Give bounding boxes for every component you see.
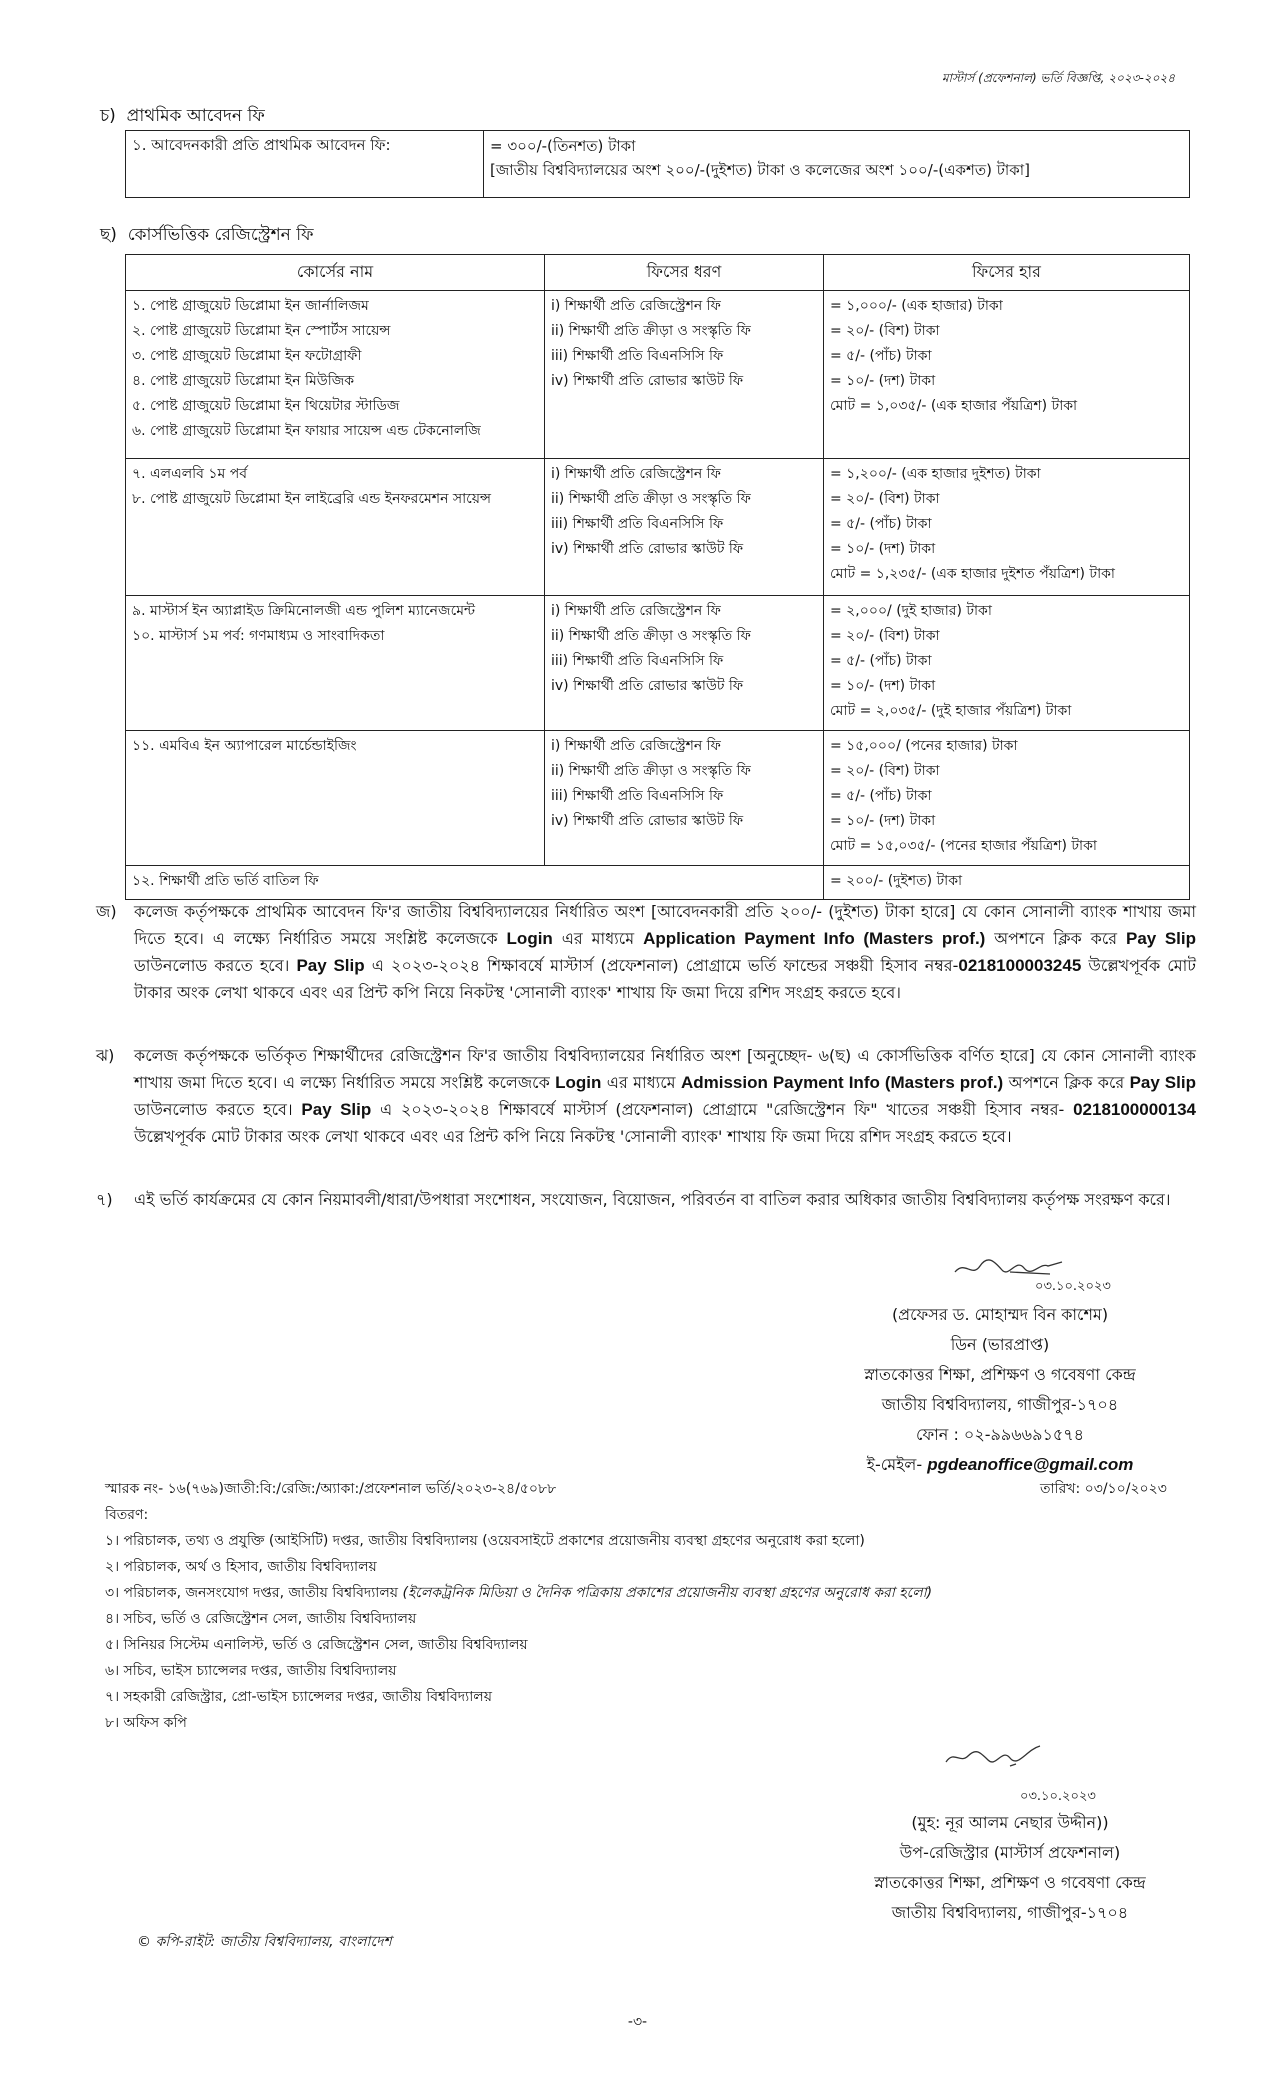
signature-1-office: স্নাতকোত্তর শিক্ষা, প্রশিক্ষণ ও গবেষণা কেন্দ্র bbox=[864, 1365, 1136, 1384]
table-row bbox=[126, 459, 1190, 596]
course-name: ৩. পোষ্ট গ্রাজুয়েট ডিপ্লোমা ইন ফটোগ্রাফী bbox=[132, 348, 362, 364]
fee-rate: = ১,২০০/- (এক হাজার দুইশত) টাকা bbox=[830, 466, 1041, 482]
fee-type: i) শিক্ষার্থী প্রতি রেজিস্ট্রেশন ফি bbox=[551, 466, 721, 482]
fee-rate: = ২০/- (বিশ) টাকা bbox=[830, 323, 940, 339]
fee-type-cell bbox=[545, 291, 824, 459]
fee-rate: = ২০/- (বিশ) টাকা bbox=[830, 491, 940, 507]
course-name: ১০. মাস্টার্স ১ম পর্ব: গণমাধ্যম ও সাংবাদিকতা bbox=[132, 628, 385, 644]
list-item: ৬। সচিব, ভাইস চ্যান্সেলর দপ্তর, জাতীয় বিশ্ববিদ্যালয় bbox=[105, 1663, 397, 1679]
fee-type: ii) শিক্ষার্থী প্রতি ক্রীড়া ও সংস্কৃতি ফি bbox=[551, 763, 751, 779]
list-item: ১। পরিচালক, তথ্য ও প্রযুক্তি (আইসিটি) দপ্তর, জাতীয় বিশ্ববিদ্যালয় (ওয়েবসাইটে প্রকাশের প্রয়োজনীয় ব্যবস্থা গ্রহণের অনুরোধ করা হলো) bbox=[105, 1533, 865, 1549]
course-cell bbox=[126, 596, 545, 731]
cancel-fee-label-text: ১২. শিক্ষার্থী প্রতি ভর্তি বাতিল ফি bbox=[132, 873, 319, 889]
application-fee-value bbox=[484, 131, 1190, 198]
section-d-heading bbox=[100, 222, 314, 250]
paragraph-j-text: কলেজ কর্তৃপক্ষকে প্রাথমিক আবেদন ফি'র জাতীয় বিশ্ববিদ্যালয়ের নির্ধারিত অংশ [আবেদনকারী প্রতি ২০০/- (দুইশত) টাকা হারে] যে কোন সোনালী ব্যাংক শাখায় জমা দিতে হবে। এ লক্ষ্যে নির্ধারিত সময়ে সংশ্লিষ্ট কলেজকে Login এর মাধ্যমে Application Payment Info (Masters prof.) অপশনে ক্লিক করে Pay Slip ডাউনলোড করতে হবে। Pay Slip এ ২০২৩-২০২৪ শিক্ষাবর্ষে মাস্টার্স (প্রফেশনাল) প্রোগ্রামে ভর্তি ফান্ডের সঞ্চয়ী হিসাব নম্বর-0218100003245 উল্লেখপূর্বক মোট টাকার অংক লেখা থাকবে এবং এর প্রিন্ট কপি নিয়ে নিকটস্থ 'সোনালী ব্যাংক' শাখায় ফি জমা দিয়ে রশিদ সংগ্রহ করতে হবে। bbox=[134, 902, 1196, 1002]
course-name: ১. পোষ্ট গ্রাজুয়েট ডিপ্লোমা ইন জার্নালিজম bbox=[132, 298, 369, 314]
section-d-title: কোর্সভিত্তিক রেজিস্ট্রেশন ফি bbox=[127, 225, 314, 245]
signature-block-2 bbox=[830, 1808, 1190, 1928]
memo-date: তারিখ: ০৩/১০/২০২৩ bbox=[1040, 1481, 1167, 1497]
paragraph-jh bbox=[96, 1042, 1196, 1150]
course-name: ৫. পোষ্ট গ্রাজুয়েট ডিপ্লোমা ইন থিয়েটার স্টাডিজ bbox=[132, 398, 400, 414]
cancel-fee-rate bbox=[824, 866, 1190, 900]
section-c-title: প্রাথমিক আবেদন ফি bbox=[126, 106, 265, 126]
registration-fee-table bbox=[125, 254, 1190, 900]
paragraph-7-label: ৭) bbox=[96, 1190, 113, 1209]
fee-type: i) শিক্ষার্থী প্রতি রেজিস্ট্রেশন ফি bbox=[551, 603, 721, 619]
fee-type: ii) শিক্ষার্থী প্রতি ক্রীড়া ও সংস্কৃতি ফি bbox=[551, 628, 751, 644]
table-row bbox=[126, 291, 1190, 459]
fee-rate: = ১,০০০/- (এক হাজার) টাকা bbox=[830, 298, 1003, 314]
list-item: ৭। সহকারী রেজিস্ট্রার, প্রো-ভাইস চ্যান্সেলর দপ্তর, জাতীয় বিশ্ববিদ্যালয় bbox=[105, 1689, 492, 1705]
course-name: ১১. এমবিএ ইন অ্যাপারেল মার্চেন্ডাইজিং bbox=[132, 738, 357, 754]
signature-2-date: ০৩.১০.২০২৩ bbox=[1020, 1789, 1096, 1804]
application-fee-amount: = ৩০০/-(তিনশত) টাকা bbox=[490, 137, 636, 155]
fee-type-cell bbox=[545, 596, 824, 731]
application-fee-split: [জাতীয় বিশ্ববিদ্যালয়ের অংশ ২০০/-(দুইশত) টাকা ও কলেজের অংশ ১০০/-(একশত) টাকা] bbox=[490, 161, 1030, 179]
fee-rate-total: মোট = ১,২৩৫/- (এক হাজার দুইশত পঁয়ত্রিশ) টাকা bbox=[830, 566, 1115, 582]
table-row bbox=[126, 596, 1190, 731]
fee-type: iv) শিক্ষার্থী প্রতি রোভার স্কাউট ফি bbox=[551, 541, 744, 557]
fee-type-cell bbox=[545, 459, 824, 596]
paragraph-jh-label: ঝ) bbox=[96, 1046, 115, 1065]
fee-rate-cell bbox=[824, 596, 1190, 731]
section-c-heading bbox=[100, 103, 265, 131]
signature-1-designation: ডিন (ভারপ্রাপ্ত) bbox=[950, 1335, 1050, 1354]
column-header-fee-type: ফিসের ধরণ bbox=[545, 255, 824, 291]
signature-image bbox=[940, 1740, 1050, 1770]
column-header-course: কোর্সের নাম bbox=[126, 255, 545, 291]
signature-1-date: ০৩.১০.২০২৩ bbox=[1035, 1279, 1111, 1294]
fee-rate: = ২০/- (বিশ) টাকা bbox=[830, 628, 940, 644]
copyright-notice: © কপি-রাইট: জাতীয় বিশ্ববিদ্যালয়, বাংলাদেশ bbox=[137, 1934, 392, 1950]
fee-rate: = ১০/- (দশ) টাকা bbox=[830, 373, 936, 389]
signature-block-1 bbox=[800, 1300, 1200, 1480]
table-header-row bbox=[126, 255, 1190, 291]
list-item: ৫। সিনিয়র সিস্টেম এনালিস্ট, ভর্তি ও রেজিস্ট্রেশন সেল, জাতীয় বিশ্ববিদ্যালয় bbox=[105, 1637, 528, 1653]
fee-rate: = ৫/- (পাঁচ) টাকা bbox=[830, 788, 932, 804]
signature-1-phone: ফোন : ০২-৯৯৬৬৯১৫৭৪ bbox=[915, 1425, 1085, 1444]
paragraph-7 bbox=[96, 1186, 1196, 1213]
signature-2-office: স্নাতকোত্তর শিক্ষা, প্রশিক্ষণ ও গবেষণা কেন্দ্র bbox=[874, 1873, 1146, 1892]
course-name: ৪. পোষ্ট গ্রাজুয়েট ডিপ্লোমা ইন মিউজিক bbox=[132, 373, 355, 389]
paragraph-j-label: জ) bbox=[96, 902, 117, 921]
fee-rate-total: মোট = ১,০৩৫/- (এক হাজার পঁয়ত্রিশ) টাকা bbox=[830, 398, 1078, 414]
fee-type: iv) শিক্ষার্থী প্রতি রোভার স্কাউট ফি bbox=[551, 813, 744, 829]
distribution-title: বিতরণ: bbox=[105, 1507, 149, 1523]
fee-type: iii) শিক্ষার্থী প্রতি বিএনসিসি ফি bbox=[551, 348, 724, 364]
table-row-cancel-fee bbox=[126, 866, 1190, 900]
list-item-note: (ইলেকট্রনিক মিডিয়া ও দৈনিক পত্রিকায় প্রকাশের প্রয়োজনীয় ব্যবস্থা গ্রহণের অনুরোধ করা হলো) bbox=[402, 1585, 933, 1601]
application-fee-table bbox=[125, 130, 1190, 198]
signature-1-name: (প্রফেসর ড. মোহাম্মদ বিন কাশেম) bbox=[891, 1305, 1109, 1324]
fee-type: iv) শিক্ষার্থী প্রতি রোভার স্কাউট ফি bbox=[551, 373, 744, 389]
fee-rate: = ৫/- (পাঁচ) টাকা bbox=[830, 653, 932, 669]
fee-type: iii) শিক্ষার্থী প্রতি বিএনসিসি ফি bbox=[551, 653, 724, 669]
fee-rate: = ১০/- (দশ) টাকা bbox=[830, 813, 936, 829]
fee-rate-cell bbox=[824, 459, 1190, 596]
cancel-fee-label bbox=[126, 866, 824, 900]
course-name: ৮. পোষ্ট গ্রাজুয়েট ডিপ্লোমা ইন লাইব্রেরি এন্ড ইনফরমেশন সায়েন্স bbox=[132, 491, 492, 507]
list-item: ৪। সচিব, ভর্তি ও রেজিস্ট্রেশন সেল, জাতীয় বিশ্ববিদ্যালয় bbox=[105, 1611, 417, 1627]
cancel-fee-rate-text: = ২০০/- (দুইশত) টাকা bbox=[830, 873, 963, 889]
list-item: ২। পরিচালক, অর্থ ও হিসাব, জাতীয় বিশ্ববিদ্যালয় bbox=[105, 1559, 377, 1575]
fee-rate: = ১৫,০০০/ (পনের হাজার) টাকা bbox=[830, 738, 1018, 754]
course-cell bbox=[126, 291, 545, 459]
course-name: ৯. মাস্টার্স ইন অ্যাপ্লাইড ক্রিমিনোলজী এন্ড পুলিশ ম্যানেজমেন্ট bbox=[132, 603, 475, 619]
fee-type: iii) শিক্ষার্থী প্রতি বিএনসিসি ফি bbox=[551, 788, 724, 804]
paragraph-7-text: এই ভর্তি কার্যক্রমের যে কোন নিয়মাবলী/ধারা/উপধারা সংশোধন, সংযোজন, বিয়োজন, পরিবর্তন বা বাতিল করার অধিকার জাতীয় বিশ্ববিদ্যালয় কর্তৃপক্ষ সংরক্ষণ করে। bbox=[134, 1190, 1171, 1209]
paragraph-jh-text: কলেজ কর্তৃপক্ষকে ভর্তিকৃত শিক্ষার্থীদের রেজিস্ট্রেশন ফি'র জাতীয় বিশ্ববিদ্যালয়ের নির্ধারিত অংশ [অনুচ্ছেদ- ৬(ছ) এ কোর্সভিত্তিক বর্ণিত হারে] যে কোন সোনালী ব্যাংক শাখায় জমা দিতে হবে। এ লক্ষ্যে নির্ধারিত সময়ে সংশ্লিষ্ট কলেজকে Login এর মাধ্যমে Admission Payment Info (Masters prof.) অপশনে ক্লিক করে Pay Slip ডাউনলোড করতে হবে। Pay Slip এ ২০২৩-২০২৪ শিক্ষাবর্ষে মাস্টার্স (প্রফেশনাল) প্রোগ্রামে "রেজিস্ট্রেশন ফি" খাতের সঞ্চয়ী হিসাব নম্বর- 0218100000134 উল্লেখপূর্বক মোট টাকার অংক লেখা থাকবে এবং এর প্রিন্ট কপি নিয়ে নিকটস্থ 'সোনালী ব্যাংক' শাখায় ফি জমা দিয়ে রশিদ সংগ্রহ করতে হবে। bbox=[134, 1046, 1196, 1146]
section-c-label: চ) bbox=[100, 106, 116, 126]
fee-rate: = ২০/- (বিশ) টাকা bbox=[830, 763, 940, 779]
application-fee-label bbox=[126, 131, 484, 198]
signature-2-university: জাতীয় বিশ্ববিদ্যালয়, গাজীপুর-১৭০৪ bbox=[891, 1903, 1129, 1922]
signature-2-designation: উপ-রেজিস্ট্রার (মাস্টার্স প্রফেশনাল) bbox=[899, 1843, 1121, 1862]
course-name: ৬. পোষ্ট গ্রাজুয়েট ডিপ্লোমা ইন ফায়ার সায়েন্স এন্ড টেকনোলজি bbox=[132, 423, 481, 439]
fee-rate-cell bbox=[824, 291, 1190, 459]
fee-type: i) শিক্ষার্থী প্রতি রেজিস্ট্রেশন ফি bbox=[551, 738, 721, 754]
fee-type: iii) শিক্ষার্থী প্রতি বিএনসিসি ফি bbox=[551, 516, 724, 532]
course-cell bbox=[126, 731, 545, 866]
fee-rate-total: মোট = ২,০৩৫/- (দুই হাজার পঁয়ত্রিশ) টাকা bbox=[830, 703, 1072, 719]
course-name: ৭. এলএলবি ১ম পর্ব bbox=[132, 466, 248, 482]
fee-type: ii) শিক্ষার্থী প্রতি ক্রীড়া ও সংস্কৃতি ফি bbox=[551, 323, 751, 339]
section-d-label: ছ) bbox=[100, 225, 117, 245]
email-label: ই-মেইল- bbox=[866, 1455, 928, 1474]
memo-reference: স্মারক নং- ১৬(৭৬৯)জাতী:বি:/রেজি:/অ্যাকা:/প্রফেশনাল ভর্তি/২০২৩-২৪/৫০৮৮ bbox=[105, 1481, 557, 1497]
list-item: ৩। পরিচালক, জনসংযোগ দপ্তর, জাতীয় বিশ্ববিদ্যালয় (ইলেকট্রনিক মিডিয়া ও দৈনিক পত্রিকায় প্রকাশের প্রয়োজনীয় ব্যবস্থা গ্রহণের অনুরোধ করা হলো) bbox=[105, 1585, 933, 1601]
fee-rate-total: মোট = ১৫,০৩৫/- (পনের হাজার পঁয়ত্রিশ) টাকা bbox=[830, 838, 1097, 854]
email-link[interactable]: pgdeanoffice@gmail.com bbox=[927, 1455, 1134, 1474]
course-name: ২. পোষ্ট গ্রাজুয়েট ডিপ্লোমা ইন স্পোর্টস সায়েন্স bbox=[132, 323, 391, 339]
signature-1-email-line bbox=[800, 1450, 1200, 1480]
list-item: ৮। অফিস কপি bbox=[105, 1715, 187, 1731]
fee-rate: = ২,০০০/ (দুই হাজার) টাকা bbox=[830, 603, 992, 619]
fee-rate-cell bbox=[824, 731, 1190, 866]
fee-type: iv) শিক্ষার্থী প্রতি রোভার স্কাউট ফি bbox=[551, 678, 744, 694]
fee-type-cell bbox=[545, 731, 824, 866]
table-row bbox=[126, 731, 1190, 866]
paragraph-j bbox=[96, 898, 1196, 1006]
fee-rate: = ১০/- (দশ) টাকা bbox=[830, 678, 936, 694]
fee-type: ii) শিক্ষার্থী প্রতি ক্রীড়া ও সংস্কৃতি ফি bbox=[551, 491, 751, 507]
signature-1-university: জাতীয় বিশ্ববিদ্যালয়, গাজীপুর-১৭০৪ bbox=[881, 1395, 1119, 1414]
column-header-fee-rate: ফিসের হার bbox=[824, 255, 1190, 291]
running-header: মাস্টার্স (প্রফেশনাল) ভর্তি বিজ্ঞপ্তি, ২০২৩-২০২৪ bbox=[941, 71, 1175, 85]
fee-rate: = ১০/- (দশ) টাকা bbox=[830, 541, 936, 557]
page-number: -৩- bbox=[627, 2014, 648, 2030]
distribution-list bbox=[105, 1502, 932, 1736]
signature-2-name: (মুহ: নূর আলম নেছার উদ্দীন)) bbox=[911, 1813, 1109, 1832]
fee-rate: = ৫/- (পাঁচ) টাকা bbox=[830, 348, 932, 364]
application-fee-label-text: ১. আবেদনকারী প্রতি প্রাথমিক আবেদন ফি: bbox=[132, 136, 391, 154]
fee-rate: = ৫/- (পাঁচ) টাকা bbox=[830, 516, 932, 532]
course-cell bbox=[126, 459, 545, 596]
fee-type: i) শিক্ষার্থী প্রতি রেজিস্ট্রেশন ফি bbox=[551, 298, 721, 314]
